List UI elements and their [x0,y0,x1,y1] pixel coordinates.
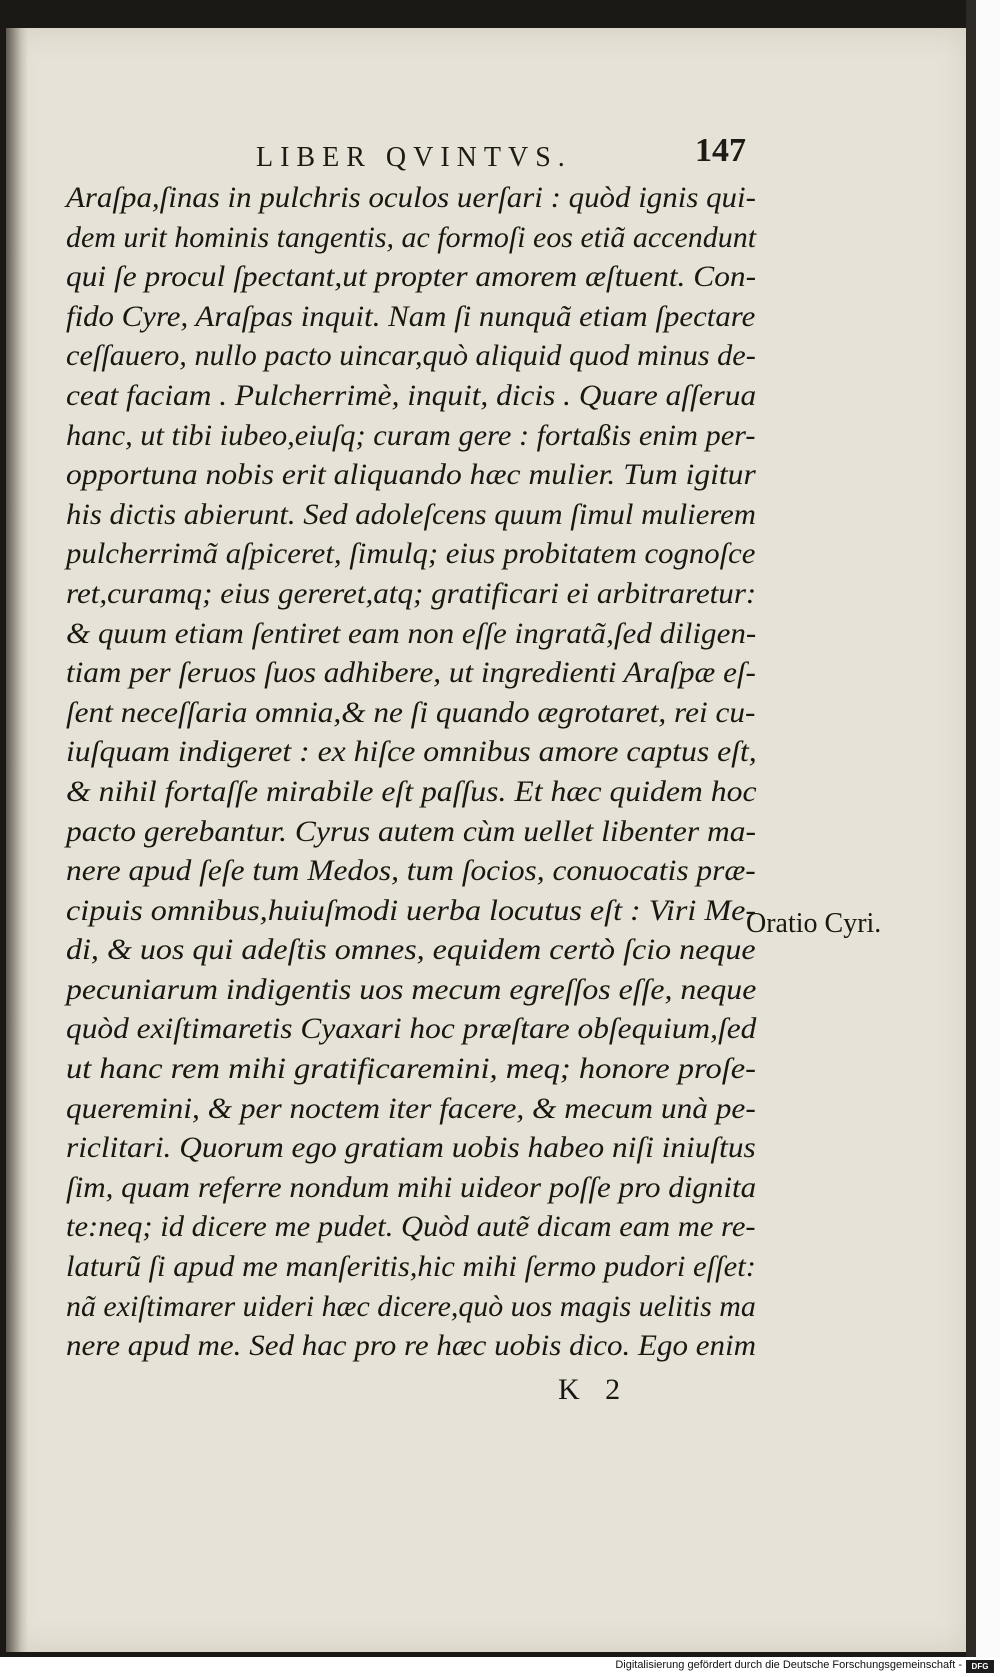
text-line: his dictis abierunt. Sed adoleſcens quum ſimul mulierem [66,497,756,531]
text-line: fido Cyre, Araſpas inquit. Nam ſi nunquã etiam ſpectare [66,299,756,333]
text-line: laturũ ſi apud me manſeritis,hic mihi ſermo pudori eſſet: [66,1250,756,1284]
text-line: ſim, quam referre nondum mihi uideor poſſe pro dignita [66,1170,757,1204]
text-line: nere apud ſeſe tum Medos, tum ſocios, conuocatis præ- [66,854,756,888]
text-line: opportuna nobis erit aliquando hæc mulier. Tum igitur [66,458,756,492]
text-line: nere apud me. Sed hac pro re hæc uobis dico. Ego enim [66,1329,757,1363]
text-line: ret,curamq; eius gereret,atq; gratificari ei arbitraretur: [66,576,757,610]
text-line: iuſquam indigeret : ex hiſce omnibus amore captus eſt, [66,735,757,769]
text-line: qui ſe procul ſpectant,ut propter amorem æſtuent. Con- [66,260,757,294]
text-line: Araſpa,ſinas in pulchris oculos uerſari : quòd ignis qui- [66,181,756,214]
text-line: pulcherrimã aſpiceret, ſimulq; eius probitatem cognoſce [66,537,756,571]
dfg-logo-icon: DFG [966,1660,994,1673]
text-line: hanc, ut tibi iubeo,eiuſq; curam gere : fortaßis enim per- [66,418,756,452]
text-line: ceat faciam . Pulcherrimè, inquit, dicis . Quare aſſerua [66,378,757,412]
funding-credit: Digitalisierung gefördert durch die Deutsche Forschungsgemeinschaft - [615,1659,962,1671]
text-line: cipuis omnibus,huiuſmodi uerba locutus eſt : Viri Me- [66,893,757,927]
text-line: & nihil fortaſſe mirabile eſt paſſus. Et hæc quidem hoc [66,774,757,808]
text-line: tiam per ſeruos ſuos adhibere, ut ingredienti Araſpæ eſ- [66,656,756,690]
text-line: nã exiſtimarer uideri hæc dicere,quò uos magis uelitis ma [66,1289,756,1323]
text-line: ut hanc rem mihi gratificaremini, meq; honore proſe- [66,1052,757,1086]
text-line: pacto gerebantur. Cyrus autem cùm uellet libenter ma- [66,814,756,848]
marginal-note: Oratio Cyri. [746,908,882,939]
text-line: & quum etiam ſentiret eam non eſſe ingratã,ſed diligen- [66,616,757,650]
running-head [246,132,746,176]
text-line: dem urit hominis tangentis, ac formoſi eos etiã accendunt [66,220,757,254]
page-gutter-shadow [6,28,28,1652]
book-page [6,28,970,1652]
text-line: pecuniarum indigentis uos mecum egreſſos eſſe, neque [66,972,757,1006]
signature-mark: K 2 [558,1373,621,1406]
page-number: 147 [695,132,746,169]
running-title: LIBER QVINTVS. [256,142,572,173]
text-line: di, & uos qui adeſtis omnes, equidem certò ſcio neque [66,933,756,967]
text-line: queremini, & per noctem iter facere, & mecum unà pe- [66,1091,756,1125]
text-line: ceſſauero, nullo pacto uincar,quò aliquid quod minus de- [66,339,756,373]
body-text [66,178,766,1366]
text-line: riclitari. Quorum ego gratiam uobis habeo niſi iniuſtus [66,1131,756,1165]
text-line: quòd exiſtimaretis Cyaxari hoc præſtare obſequium,ſed [66,1012,757,1046]
text-line: te:neq; id dicere me pudet. Quòd autẽ dicam eam me re- [66,1210,756,1244]
credit-bar [0,1657,1000,1677]
text-line: ſent neceſſaria omnia,& ne ſi quando ægrotaret, rei cu- [66,695,756,729]
